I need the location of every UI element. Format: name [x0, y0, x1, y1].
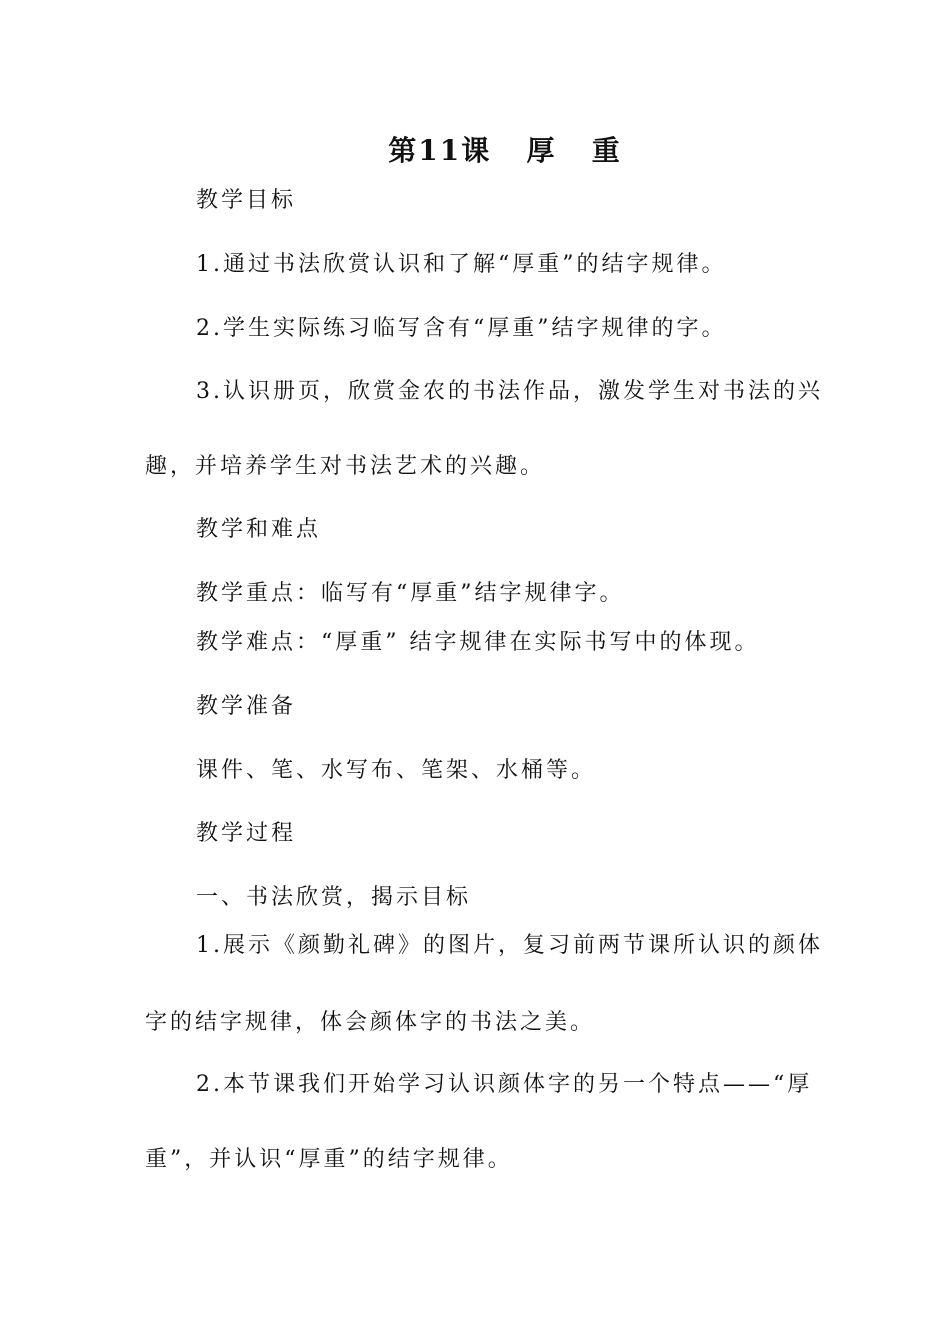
process-heading: 教学过程: [196, 821, 297, 846]
prep-items: 课件、笔、水写布、笔架、水桶等。: [196, 758, 597, 783]
objective-3-line-1: 3.认识册页，欣赏金农的书法作品，激发学生对书法的兴: [196, 379, 823, 404]
objective-1: 1.通过书法欣赏认识和了解“厚重”的结字规律。: [196, 252, 727, 277]
key-point: 教学重点：临写有“厚重”结字规律字。: [196, 581, 625, 606]
objective-3-line-2: 趣，并培养学生对书法艺术的兴趣。: [145, 454, 546, 479]
objective-2: 2.学生实际练习临写含有“厚重”结字规律的字。: [196, 316, 727, 341]
step-2-line-2: 重”，并认识“厚重”的结字规律。: [145, 1147, 513, 1172]
prep-heading: 教学准备: [196, 694, 297, 719]
keypoints-heading: 教学和难点: [196, 517, 322, 542]
objectives-heading: 教学目标: [196, 188, 297, 213]
step-2-line-1: 2.本节课我们开始学习认识颜体字的另一个特点——“厚: [196, 1072, 813, 1097]
section-1-heading: 一、书法欣赏，揭示目标: [196, 885, 472, 910]
step-1-line-1: 1.展示《颜勤礼碑》的图片，复习前两节课所认识的颜体: [196, 933, 823, 958]
difficulty: 教学难点：“厚重” 结字规律在实际书写中的体现。: [196, 630, 760, 655]
lesson-title: 第11课 厚 重: [388, 134, 622, 167]
step-1-line-2: 字的结字规律，体会颜体字的书法之美。: [145, 1010, 596, 1035]
